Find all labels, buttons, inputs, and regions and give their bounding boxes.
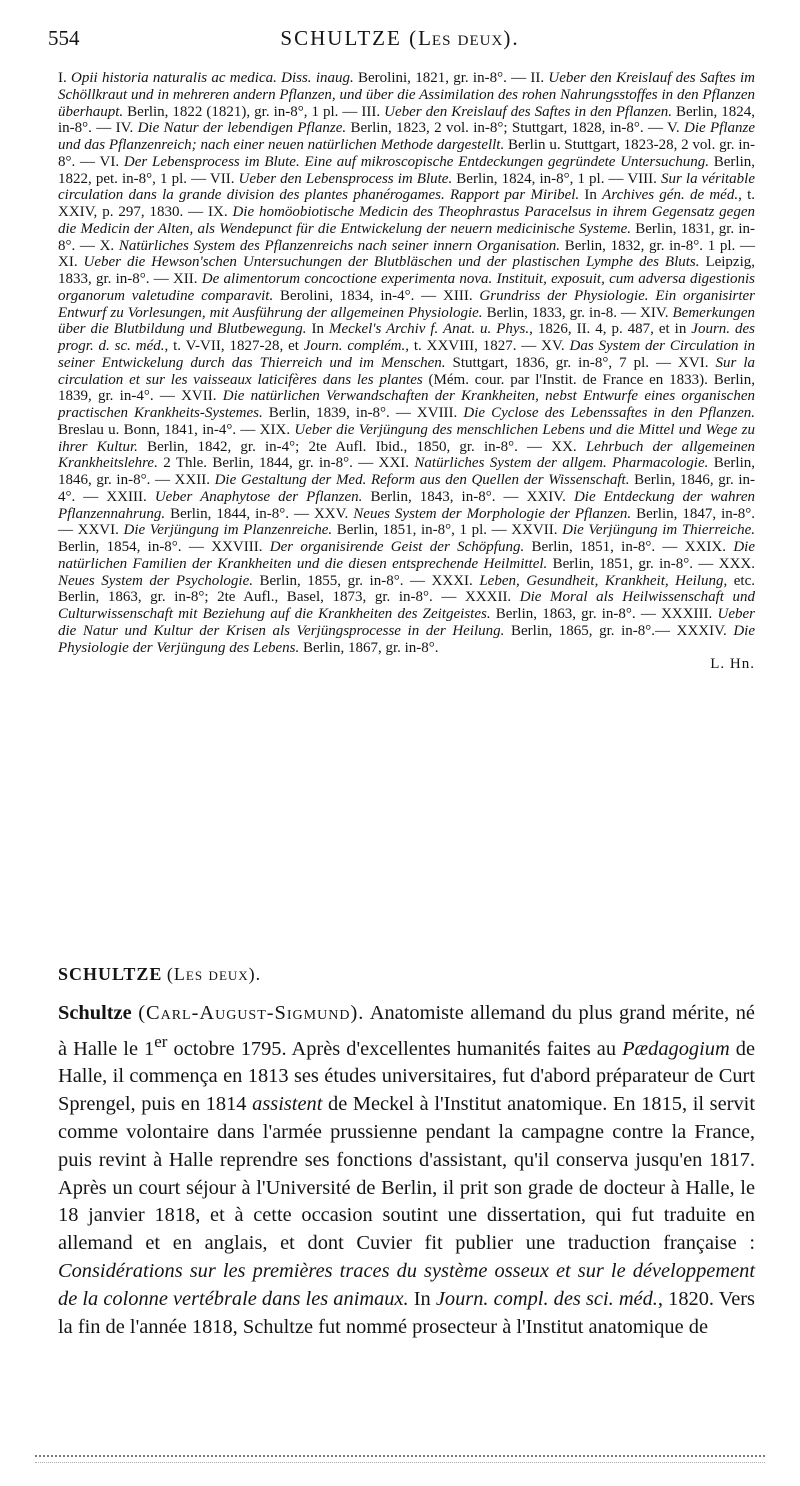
bib-title: Ueber den Kreislauf des Saftes im Schöllkraut und in mehreren andern Pflanzen, und über die Assimilation des rohen Nahrungsstoffes in den Pflanzen überhaupt. [58,70,755,120]
article-text: In [408,1287,436,1310]
bib-title: Journ. des progr. d. sc. méd. [58,321,755,354]
bib-title: Die natürlichen Familien der Krankheiten und die diesen entsprechende Heilmittel. [58,539,755,572]
bib-text: I. [58,70,72,86]
bib-text: Berlin, 1824, in-8°. — IV. [58,103,755,137]
superscript: er [154,1031,168,1051]
bibliography-paragraph [58,70,755,673]
bib-title: Ueber den Lebensprocess im Blute. [238,170,453,187]
bib-text: Berlin, 1867, gr. in-8°. [299,639,439,656]
bib-title: Das System der Circulation in seiner Entwickelung durch das Thierreich und im Menschen. [58,338,755,371]
article-text: de Meckel à l'Institut anatomique. En 1815, il servit comme volontaire dans l'armée prussienne pendant la campagne contre la France, puis revint à Halle reprendre ses fonctions d'assistant, qu'il conserva jusqu'en 1817. Après un court séjour à l'Université de Berlin, il prit son grade de docteur à Halle, le 18 janvier 1818, et à cette occasion soutint une dissertation, qui fut traduite en allemand et en anglais, et dont Cuvier fit publier une traduction française : [58,1093,755,1255]
bib-text: In [579,187,603,204]
bib-text: , 1826, II. 4, p. 487, et in [529,321,692,338]
article-italic: Journ. compl. des sci. méd. [435,1287,658,1310]
bib-text: , t. XXIV, p. 297, 1830. — IX. [58,187,755,220]
bib-text: Leipzig, 1833, gr. in-8°. — XII. [58,254,756,287]
bib-text: In [306,321,329,338]
bib-text: , t. XXVIII, 1827. — XV. [405,338,570,354]
bib-title: Die Pflanze und das Pflanzenreich; nach einer neuen natürlichen Methode dargestellt. [58,120,755,153]
bib-text: Berlin, 1843, in-8°. — XXIV. [362,488,574,505]
bib-text: , t. V-VII, 1827-28, et [164,338,304,354]
running-title-close: ). [503,26,520,50]
bib-text: Berlin, 1855, gr. in-8°. — XXXI. [252,572,480,589]
bib-title: Der organisirende Geist der Schöpfung. [269,539,525,555]
bib-title: Journ. complém. [303,338,406,354]
bib-text: Stuttgart, 1836, gr. in-8°, 7 pl. — XVI. [445,354,716,371]
footer-dotted-rule [35,1455,765,1457]
article-italic: Considérations sur les premières traces du système osseux et sur le développement de la colonne vertébrale dans les animaux. [58,1259,755,1310]
running-head [40,26,760,56]
bib-text: Berlin, 1863, gr. in-8°. — XXXIII. [490,606,718,622]
author-signature: L. Hn. [710,656,755,673]
bib-title: Ueber Anaphytose der Pflanzen. [154,488,363,505]
bib-text: Berlin, 1822 (1821), gr. in-8°, 1 pl. — III. [123,103,385,120]
bib-title: Natürliches System der allgem. Pharmacologie. [414,455,709,472]
bib-text: Berlin, 1844, in-8°. — XXV. [165,505,354,522]
bib-text: Berlin, 1865, gr. in-8°.— XXXIV. [504,622,734,639]
bib-text: , etc. Berlin, 1863, gr. in-8°; 2te Aufl., Basel, 1873, gr. in-8°. — XXXII. [58,572,756,606]
bib-text: Berlin u. Stuttgart, 1823-28, 2 vol. gr. in-8°. — VI. [58,137,755,170]
bib-title: Die Physiologie der Verjüngung des Lebens. [58,622,755,656]
bib-title: Die Moral als Heilwissenschaft und Culturwissenschaft mit Beziehung auf die Krankheiten des Zeitgeistes. [58,589,756,622]
bib-title: Neues System der Morphologie der Pflanzen. [353,505,632,522]
section-heading-main: SCHULTZE [58,964,163,984]
article-italic: Pædagogium [622,1037,730,1060]
bib-text: Berlin, 1847, in-8°. — XXVI. [58,505,756,539]
bib-text: Berlin, 1833, gr. in-8. — XIV. [482,304,673,321]
bib-title: Sur la circulation et sur les vaisseaux laticifères dans les plantes [58,354,756,388]
bib-title: Der Lebensprocess im Blute. Eine auf mikroscopische Entdeckungen gegründete Untersuchung. [123,153,709,170]
bib-text: Berlin, 1842, gr. in-4°; 2te Aufl. Ibid., 1850, gr. in-8°. — XX. [137,438,586,455]
section-heading-smallcaps: (Les deux). [166,964,262,984]
bib-text: Berlin, 1831, gr. in-8°. — X. [58,220,755,254]
bib-title: Natürliches System des Pflanzenreichs nach seiner innern Organisation. [118,237,561,254]
article-text: octobre 1795. Après d'excellentes humanités faites au [167,1037,623,1060]
article-text: , 1820. Vers la fin de l'année 1818, Schultze fut nommé prosecteur à l'Institut anatomique de [58,1287,755,1338]
bib-title: Ueber die Natur und Kultur der Krisen als Verjüngsprocesse in der Heilung. [58,606,755,639]
bib-text: 2 Thle. Berlin, 1844, gr. in-8°. — XXI. [157,455,415,472]
footer-dotted-rule-faint [35,1462,765,1463]
section-heading [58,964,261,985]
bib-text: Berlin, 1846, gr. in-4°. — XXIII. [58,472,756,505]
bib-text: Breslau u. Bonn, 1841, in-4°. — XIX. [58,421,295,438]
bib-title: Bemerkungen über die Blutbildung und Blutbewegung. [58,304,755,338]
entry-name: Schultze [58,1002,132,1024]
bib-text: Berlin, 1851, in-8°, 1 pl. — XXVII. [332,522,563,539]
bib-title: Die Entdeckung der wahren Pflanzennahrung. [58,488,755,522]
bib-text: Berlin, 1846, gr. in-8°. — XXII. [58,455,755,488]
bib-text: Berlin, 1823, 2 vol. in-8°; Stuttgart, 1828, in-8°. — V. [346,120,684,137]
bib-title: Lehrbuch der allgemeinen Krankheitslehre. [58,438,755,472]
article-text: de Halle, il commença en 1813 ses études universitaires, fut d'abord préparateur de Curt Sprengel, puis en 1814 [58,1037,756,1116]
bib-title: Die homöobiotische Medicin des Theophrastus Paracelsus in ihrem Gegensatz gegen die Medicin der Alten, als Wendepunct für die Entwickelung der neuern medicinische Systeme. [58,204,755,237]
bib-title: Sur la véritable circulation dans la grande division des plantes phanérogames. Rapport par Miribel. [58,170,755,204]
bib-text: Berlin, 1832, gr. in-8°. 1 pl. — XI. [58,237,755,271]
bib-title: Die Natur der lebendigen Pflanze. [137,120,347,137]
bib-title: Grundriss der Physiologie. Ein organisirter Entwurf zu Vorlesungen, mit Ausführung der allgemeinen Physiologie. [58,287,756,321]
bib-text: Berolini, 1821, gr. in-8°. — II. [353,70,549,86]
bib-title: Ueber die Hewson'schen Untersuchungen der Blutbläschen und der plastischen Lymphe des Bluts. [83,254,700,271]
article-italic: assistent [252,1093,323,1116]
bib-title: Leben, Gesundheit, Krankheit, Heilung [479,572,724,589]
bib-text: Berlin, 1822, pet. in-8°, 1 pl. — VII. [58,153,755,187]
running-title-smallcaps: Les deux [418,26,504,50]
bib-text: Berlin, 1854, in-8°. — XXVIII. [58,539,270,555]
bib-title: Meckel's Archiv f. Anat. u. Phys. [328,321,530,338]
bib-text: Berlin, 1839, in-8°. — XVIII. [262,405,464,421]
bib-title: Archives gén. de méd. [602,187,739,204]
bib-title: Opii historia naturalis ac medica. Diss. inaug. [71,70,354,86]
bib-title: Die natürlichen Verwandschaften der Krankheiten, nebst Entwurfe eines organischen practischen Krankheits-Systemes. [58,388,756,421]
running-title-main: SCHULTZE ( [280,26,419,50]
bib-text: Berlin, 1824, in-8°, 1 pl. — VIII. [452,170,661,187]
article-text: Anatomiste allemand du plus grand mérite, né à Halle le 1 [58,1002,755,1060]
entry-forenames: (Carl-August-Sigmund). [138,1002,365,1024]
page-number: 554 [48,26,80,50]
bib-title: Die Verjüngung im Thierreiche. [562,522,756,539]
bib-text: Berlin, 1851, in-8°. — XXIX. [524,539,734,555]
bib-title: Die Cyclose des Lebenssaftes in den Pflanzen. [463,405,755,421]
bib-title: Ueber den Kreislauf des Saftes in den Pflanzen. [384,103,672,120]
bib-title: Die Verjüngung im Planzenreiche. [123,522,333,539]
bib-title: Die Gestaltung der Med. Reform aus den Quellen der Wissenschaft. [214,472,630,488]
bib-title: Neues System der Psychologie. [58,572,253,589]
article-paragraph [58,1000,755,1341]
bib-title: Ueber die Verjüngung des menschlichen Lebens und die Mittel und Wege zu ihrer Kultur. [58,421,755,455]
running-title [40,26,760,51]
bib-text: (Mém. cour. par l'Instit. de France en 1833). Berlin, 1839, gr. in-4°. — XVII. [58,371,755,405]
bib-text: Berlin, 1851, gr. in-8°. — XXX. [547,555,755,572]
bib-text: Berolini, 1834, in-4°. — XIII. [273,287,480,304]
bib-title: De alimentorum concoctione experimenta nova. Instituit, exposuit, cum adversa digestionis organorum valetudine comparavit. [58,271,755,304]
